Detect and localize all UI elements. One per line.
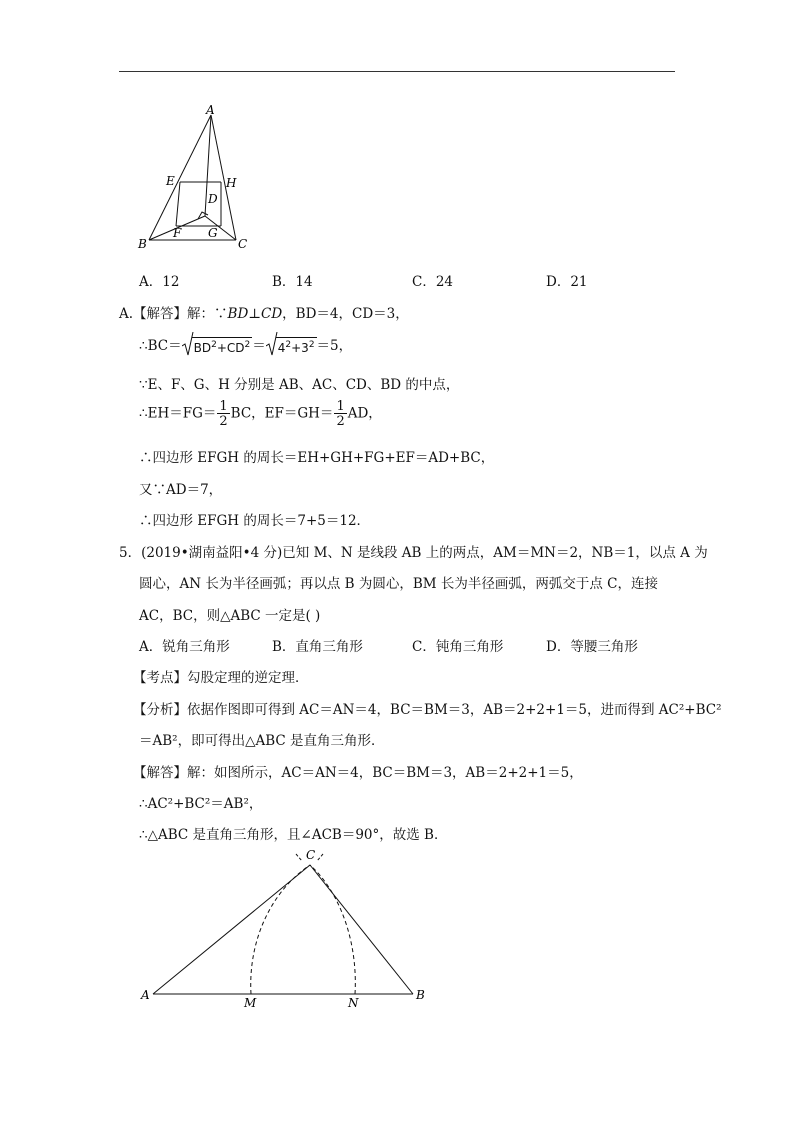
q4-solution-line-1: [119, 302, 409, 322]
label-A2: A: [141, 988, 150, 1002]
label-B: B: [138, 237, 147, 251]
sqrt1-cd: +CD: [216, 341, 245, 355]
q4-solution-line-7: ∴四边形 EFGH 的周长＝7+5＝12．: [139, 513, 371, 529]
q4-sol-bd: BD: [227, 306, 249, 322]
q4-option-c: C．24: [412, 274, 454, 290]
q5-option-c: C．钝角三角形: [412, 639, 504, 655]
q4-solution-line-3: ∵E、F、G、H 分别是 AB、AC、CD、BD 的中点，: [139, 377, 460, 393]
q5-jieda-line-3: ∴△ABC 是直角三角形，且∠ACB＝90°，故选 B．: [139, 827, 448, 843]
q5-option-b: B．直角三角形: [272, 639, 363, 655]
figure-right-triangle-construction: [130, 842, 440, 1012]
q4-sol-rest: ，BD＝4，CD＝3，: [282, 306, 409, 322]
label-C: C: [238, 237, 248, 251]
label-F: F: [173, 226, 182, 240]
label-A: A: [206, 103, 215, 117]
q4-sol-prefix: A.【解答】解：∵: [119, 306, 228, 322]
sqrt1-sup-b: 2: [244, 340, 251, 350]
q4-option-a: A．12: [139, 274, 180, 290]
sqrt2-four: 4: [277, 341, 286, 355]
fraction-half-1: $\frac{1}{2}$: [219, 399, 228, 429]
q4-sol-bc-ef-gh: BC，EF＝GH＝: [230, 405, 334, 422]
q4-solution-line-4: [139, 400, 382, 428]
q5-kaodian: 【考点】勾股定理的逆定理．: [133, 670, 309, 686]
q5-stem-line-2: 圆心，AN 长为半径画弧；再以点 B 为圆心，BM 长为半径画弧，两弧交于点 C，连接: [139, 576, 659, 592]
q5-option-a: A．锐角三角形: [139, 639, 230, 655]
sqrt2-sup-a: 2: [285, 340, 292, 350]
q4-sol-eq: ＝: [252, 338, 266, 354]
sqrt1-sup-a: 2: [211, 340, 217, 350]
q5-option-d: D．等腰三角形: [546, 639, 638, 655]
sqrt2-three: +3: [291, 341, 309, 355]
q4-sol-cd: CD: [261, 306, 283, 322]
label-N: N: [348, 996, 359, 1010]
label-G: G: [208, 226, 218, 240]
q5-fenxi-line-2: ＝AB²，即可得出△ABC 是直角三角形．: [139, 733, 385, 749]
q4-sol-ad: AD，: [347, 405, 382, 422]
sqrt-2: [266, 337, 317, 356]
label-M: M: [244, 996, 257, 1010]
q4-solution-line-6: 又∵AD＝7，: [139, 482, 223, 498]
q5-stem-line-1: 5．(2019•湖南益阳•4 分)已知 M、N 是线段 AB 上的两点，AM＝MN＝2，NB＝1，以点 A 为: [119, 545, 708, 561]
label-D: D: [208, 192, 218, 206]
sqrt1-bd: BD: [193, 341, 212, 355]
q4-sol-result: ＝5，: [316, 338, 353, 354]
label-H: H: [226, 176, 237, 190]
q5-stem-line-3: AC，BC，则△ABC 一定是( ): [139, 608, 321, 624]
fraction-half-2: $\frac{1}{2}$: [336, 399, 345, 429]
q4-sol-eh-fg: ∴EH＝FG＝: [139, 405, 217, 422]
label-C2: C: [306, 848, 316, 862]
sqrt-1: [182, 337, 253, 356]
q4-option-b: B．14: [272, 274, 313, 290]
figure-triangle-efgh: [132, 100, 262, 256]
q4-sol-bc-eq: ∴BC＝: [139, 338, 182, 354]
q4-sol-perp: ⊥: [248, 306, 261, 322]
sqrt2-sup-b: 2: [308, 340, 315, 350]
q4-solution-line-2: [139, 334, 352, 356]
label-B2: B: [416, 988, 425, 1002]
q5-fenxi-line-1: 【分析】依据作图即可得到 AC＝AN＝4，BC＝BM＝3，AB＝2+2+1＝5，进而得到 AC²+BC²: [133, 702, 722, 718]
header-rule: [119, 71, 675, 72]
q4-solution-line-5: ∴四边形 EFGH 的周长＝EH+GH+FG+EF＝AD+BC，: [139, 450, 495, 466]
q4-option-d: D．21: [546, 274, 588, 290]
label-E: E: [166, 174, 175, 188]
q5-jieda-line-1: 【解答】解：如图所示，AC＝AN＝4，BC＝BM＝3，AB＝2+2+1＝5，: [133, 765, 583, 781]
q5-jieda-line-2: ∴AC²+BC²＝AB²，: [139, 796, 263, 812]
